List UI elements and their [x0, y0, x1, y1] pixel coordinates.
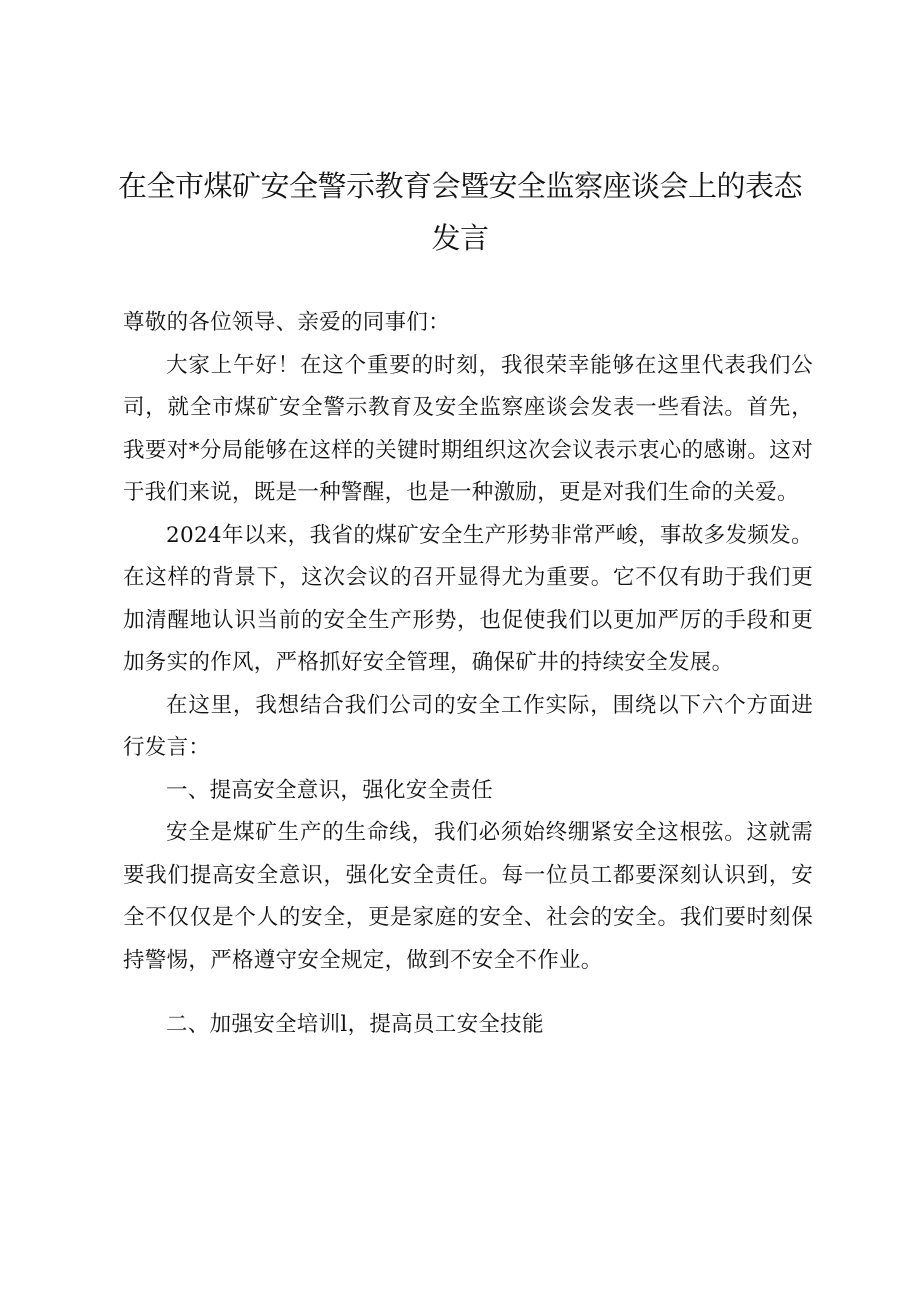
- paragraph-intro-six-aspects: 在这里，我想结合我们公司的安全工作实际，围绕以下六个方面进行发言：: [123, 692, 813, 760]
- document-title: [90, 160, 830, 264]
- title-line-1: 在全市煤矿安全警示教育会暨安全监察座谈会上的表态: [117, 169, 802, 203]
- salutation: 尊敬的各位领导、亲爱的同事们：: [123, 310, 451, 335]
- paragraph-situation: 2024年以来，我省的煤矿安全生产形势非常严峻，事故多发频发。在这样的背景下，这次会议的召开显得尤为重要。它不仅有助于我们更加清醒地认识当前的安全生产形势，也促使我们以更加严厉的手段和更加务实的作风，严格抓好安全管理，确保矿井的持续安全发展。: [123, 522, 813, 675]
- section-heading-2: 二、加强安全培训l，提高员工安全技能: [166, 1012, 544, 1037]
- document-body: [123, 302, 813, 1047]
- section-heading-1: 一、提高安全意识，强化安全责任: [166, 777, 494, 803]
- paragraph-opening: 大家上午好！在这个重要的时刻，我很荣幸能够在这里代表我们公司，就全市煤矿安全警示教育及安全监察座谈会发表一些看法。首先，我要对*分局能够在这样的关键时期组织这次会议表示衷心的感谢。这对于我们来说，既是一种警醒，也是一种激励，更是对我们生命的关爱。: [123, 352, 813, 505]
- paragraph-section-1: 安全是煤矿生产的生命线，我们必须始终绷紧安全这根弦。这就需要我们提高安全意识，强化安全责任。每一位员工都要深刻认识到，安全不仅仅是个人的安全，更是家庭的安全、社会的安全。我们要时刻保持警惕，严格遵守安全规定，做到不安全不作业。: [123, 820, 813, 973]
- title-line-2: 发言: [431, 221, 489, 255]
